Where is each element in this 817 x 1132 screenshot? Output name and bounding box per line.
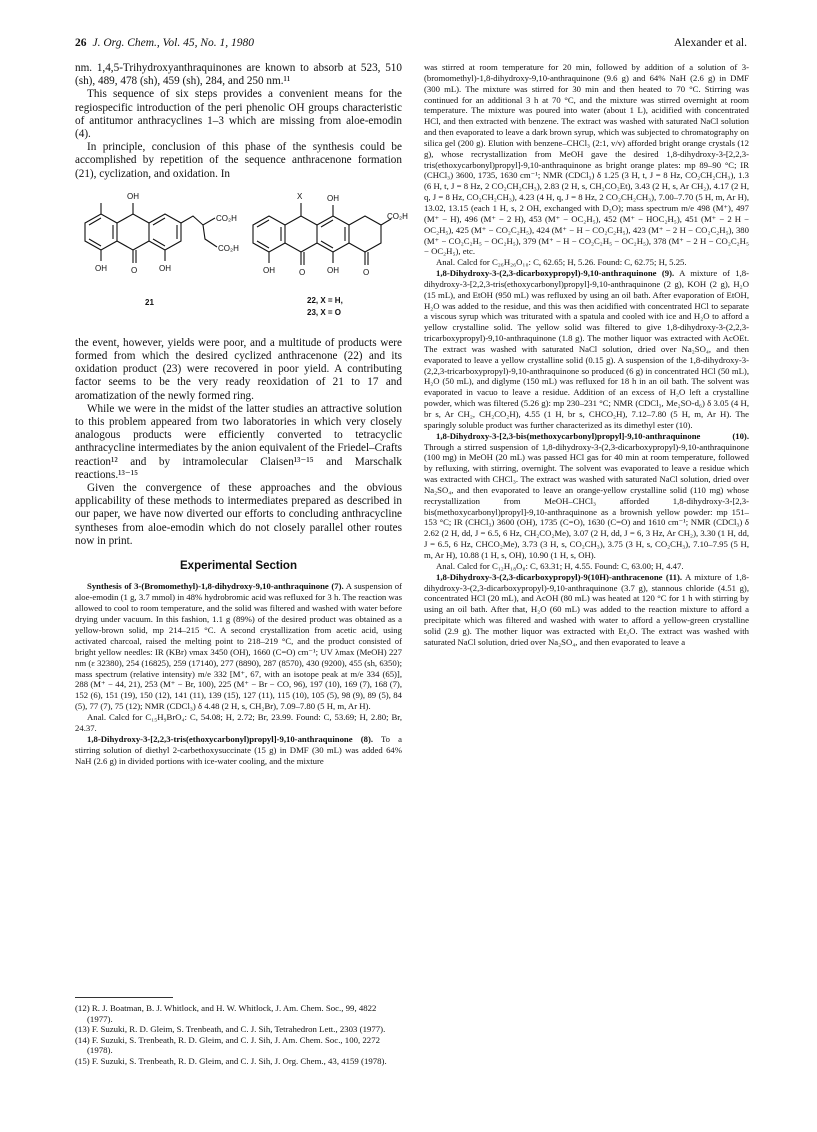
procedure-heading: 1,8-Dihydroxy-3-(2,3-dicarboxypropyl)-9(10H)-anthracenone (11).	[436, 571, 683, 582]
label-oh: OH	[263, 265, 275, 275]
structure-figure	[75, 185, 408, 331]
compound-number-23: 23, X = O	[307, 307, 342, 317]
right-column	[424, 62, 749, 648]
paragraph: Given the convergence of these approaches and the obvious applicability of these methods to intermediates prepared as described in our paper, we have now diverted our efforts to concluding anthracycline syntheses from aloe-emodin which do not closely parallel other routes now in print.	[75, 482, 402, 547]
label-o: O	[131, 265, 138, 275]
page-number: 26	[75, 37, 87, 49]
label-co2h: CO₂H	[218, 243, 239, 253]
compound-number-22: 22, X = H,	[307, 295, 343, 305]
procedure-text: A mixture of 1,8-dihydroxy-3-(2,3-dicarboxypropyl)-9,10-anthraquinone (3.7 g), stannous chloride (4.51 g), concentrated HCl (20 mL), and AcOH (80 mL) was heated at 120 °C for 1 h with stirring by using an oil bath. After that, H₂O (60 mL) was added to the reaction mixture to afford a precipitate which was filtered and washed with water to afford a yellow-green crystalline solid (2.9 g). The mother liquor was extracted with Et₂O. The extract was washed with saturated NaCl solution, dried over Na₂SO₄, and then evaporated to leave a	[424, 571, 749, 647]
label-oh: OH	[159, 263, 171, 273]
analysis-text: Anal. Calcd for C₁₅H₉BrO₄: C, 54.08; H, 2.72; Br, 23.99. Found: C, 53.69; H, 2.80; Br, 24.37.	[75, 712, 402, 734]
footnote: (13) F. Suzuki, R. D. Gleim, S. Trenbeath, and C. J. Sih, Tetrahedron Lett., 2303 (1977).	[75, 1024, 386, 1035]
left-column	[75, 62, 408, 767]
label-o: O	[299, 267, 306, 277]
footnote: (15) F. Suzuki, S. Trenbeath, R. D. Gleim, and C. J. Sih, J. Org. Chem., 43, 4159 (1978).	[75, 1055, 387, 1066]
label-co2h: CO₂H	[387, 211, 408, 221]
label-oh: OH	[327, 193, 339, 203]
header-authors: Alexander et al.	[673, 37, 747, 49]
footnotes	[75, 997, 402, 1067]
ring-21-a	[85, 214, 117, 250]
label-oh: OH	[127, 191, 139, 201]
analysis-text: Anal. Calcd for C₁₂H₁₈O₈: C, 63.31; H, 4.55. Found: C, 63.00; H, 4.47.	[436, 560, 684, 571]
procedure-heading: Synthesis of 3-(Bromomethyl)-1,8-dihydroxy-9,10-anthraquinone (7).	[87, 581, 344, 592]
ring-21-c	[149, 214, 181, 250]
procedure-text: A suspension of aloe-emodin (1 g, 3.7 mmol) in 48% hydrobromic acid was refluxed for 3 h. The reaction was allowed to cool to room temperature, and the solid was filtered and washed with water before drying under vacuum. In this fashion, 1.1 g (89%) of the desired product was obtained as a yellow-brown solid, mp 214–215 °C. A second crystallization from acetic acid, using activated charcoal, raised the melting point to 218–219 °C, and the product consisted of bright yellow needles: IR (KBr) νmax 3450 (OH), 1660 (C=O) cm⁻¹; UV λmax (MeOH) 227 nm (ε 32380), 254 (16825), 259 (17140), 277 (8890), 287 (8570), 430 (9200), 455 (sh, 6350); mass spectrum (relative intensity) m/e 332 [M⁺, 67, with an isotope peak at m/e 334 (65)], 288 (M⁺ − 44, 21), 253 (M⁺ − Br, 100), 225 (M⁺ − Br − CO, 96), 197 (10), 169 (7), 168 (7), 152 (6), 151 (19), 150 (12), 141 (11), 139 (15), 127 (11), 115 (10), 105 (5), 98 (9), 89 (5), 84 (5), 77 (7), 75 (12); NMR (CDCl₃) δ 4.48 (2 H, s, CH₂Br), 7.09–7.80 (5 H, m, Ar H).	[75, 581, 402, 712]
footnote-rule	[75, 997, 173, 998]
procedure-text: A mixture of 1,8-dihydroxy-3-[2,2,3-tris(ethoxycarbonyl)propyl]-9,10-anthraquinone (2 g), KOH (2 g), H₂O (15 mL), and EtOH (950 mL) was refluxed by using an oil bath. After evaporation of EtOH, H₂O was added to the residue, and this was then acidified with concentrated HCl to separate a viscous syrup which was triturated with a spatula and cooled with ice and H₂O to afford a yellow crystalline solid. The yellow solid was filtered to give 1,8-dihydroxy-3-(2,2,3-tricarboxypropyl)-9,10-anthraquinone (1.8 g). The mother liquor was extracted with AcOEt. The extract was washed with saturated NaCl solution, dried over Na₂SO₄, and then evaporated to leave a yellow crystalline solid (0.15 g). A suspension of the 1,8-dihydroxy-3-(2,2,3-tricarboxypropyl)-9,10-anthraquinone so produced (6 g) in concentrated HCl (50 mL), H₂O (50 mL), and diglyme (150 mL) was refluxed for 18 h in an oil bath. The solvent was evaporated in vacuo to leave a residue. Addition of an excess of H₂O left a crystalline powder, which was filtered (5.26 g): mp 230–231 °C; NMR (CDCl₃, Me₂SO-d₆) δ 3.05 (4 H, br s, Ar CH₂, CH₂CO₂H), 4.55 (1 H, br s, CHCO₂H), 7.12–7.80 (5 H, m, Ar H). The sparingly soluble product was further characterized as its dimethyl ester (10).	[424, 268, 749, 430]
paragraph: This sequence of six steps provides a convenient means for the regiospecific introduction of the peri phenolic OH groups characteristic of antitumor anthracyclines 1–3 which are missing from aloe-emodin (4).	[75, 88, 402, 141]
experimental-left	[75, 581, 402, 766]
procedure-heading: 1,8-Dihydroxy-3-(2,3-dicarboxypropyl)-9,10-anthraquinone (9).	[436, 268, 675, 279]
label-co2h: CO₂H	[216, 213, 237, 223]
section-heading: Experimental Section	[180, 560, 297, 573]
label-x: X	[297, 191, 303, 201]
analysis-text: Anal. Calcd for C₂₆H₂₆O₁₀: C, 62.65; H, 5.26. Found: C, 62.75; H, 5.25.	[436, 257, 687, 268]
procedure-heading: 1,8-Dihydroxy-3-[2,2,3-tris(ethoxycarbonyl)propyl]-9,10-anthraquinone (8).	[87, 733, 374, 744]
journal-citation: J. Org. Chem., Vol. 45, No. 1, 1980	[92, 37, 255, 49]
chemical-structures-svg	[75, 185, 408, 331]
paragraph: the event, however, yields were poor, and a multitude of products were formed from which the desired cyclized anthracenone (22) and its oxidation product (23) were recovered in poor yield. A contributing factor seems to be the very ready reoxidation of 21 to 17 and aromatization of the newly formed ring.	[75, 336, 402, 402]
label-oh: OH	[327, 265, 339, 275]
footnote: (14) F. Suzuki, S. Trenbeath, R. D. Gleim, and C. J. Sih, J. Am. Chem. Soc., 100, 2272 (1978).	[75, 1034, 380, 1056]
ring-21-b	[117, 214, 149, 250]
label-oh: OH	[95, 263, 107, 273]
procedure-heading: 1,8-Dihydroxy-3-[2,3-bis(methoxycarbonyl)propyl]-9,10-anthraquinone (10).	[436, 430, 749, 441]
paragraph: In principle, conclusion of this phase of the synthesis could be accomplished by repetition of the sequence anthracenone formation (21), cyclization, and oxidation. In	[75, 141, 402, 180]
procedure-text: To a stirring solution of diethyl 2-carbethoxysuccinate (15 g) in DMF (30 mL) was added 64% NaH (2.6 g) in divided portions with ice-water cooling, and the mixture	[75, 733, 402, 766]
header-left	[75, 37, 254, 49]
footnote: (12) R. J. Boatman, B. J. Whitlock, and H. W. Whitlock, J. Am. Chem. Soc., 99, 4822 (1977).	[75, 1003, 377, 1024]
running-header	[75, 37, 747, 53]
paragraph: While we were in the midst of the latter studies an attractive solution to this problem appeared from two laboratories in which very closely analogous products were efficiently converted to tetracyclic anthracycline intermediates by the anion equivalent of the Friedel–Crafts reaction¹² and by intramolecular Claisen¹³⁻¹⁵ and Marschalk reactions.¹³⁻¹⁵	[75, 402, 402, 481]
label-o: O	[363, 267, 370, 277]
procedure-text: was stirred at room temperature for 20 min, followed by addition of a solution of 3-(bromomethyl)-1,8-dihydroxy-9,10-anthraquinone (9.6 g) and 64% NaH (2.6 g) in DMF (300 mL). The mixture was stirred for 30 min and then heated to 70 °C. Stirring was continued for an additional 3 h at 70 °C, and the mixture was stirred overnight at room temperature. The mixture was poured into water (about 1 L), acidified with concentrated HCl, and then extracted with benzene. The extract was washed with saturated NaCl solution and then evaporated to leave a dark brown syrup, which was subjected to chromatography on silica gel (200 g). Elution with benzene–CHCl₃ (2:1, v/v) afforded bright orange crystals (12 g), whose recrystallization from MeOH gave the desired 1,8-dihydroxy-3-[2,2,3-tris(ethoxycarbonyl)propyl]-9,10-anthraquinone as bright orange plates: mp 89–90 °C; IR (CHCl₃) 3600, 1735, 1630 cm⁻¹; NMR (CDCl₃) δ 1.25 (3 H, t, J = 8 Hz, CO₂CH₂CH₃), 1.3 (6 H, t, J = 8 Hz, 2 CO₂CH₂CH₃), 2.83 (2 H, s, CH₂CO₂Et), 3.43 (2 H, s, Ar CH₂), 4.17 (2 H, q, J = 8 Hz, CO₂CH₂CH₃), 4.23 (4 H, q, J = 8 Hz, 2 CO₂CH₂CH₃), 7.00–7.70 (5 H, m, Ar H), 13.02, 13.15 (each 1 H, s, 2 OH, exchanged with D₂O); mass spectrum m/e 498 (M⁺), 497 (M⁺ − H), 496 (M⁺ − 2 H), 453 (M⁺ − OC₂H₅), 452 (M⁺ − HOC₂H₅), 451 (M⁺ − 2 H − OC₂H₅), 425 (M⁺ − CO₂C₂H₅), 424 (M⁺ − H − CO₂C₂H₅), 423 (M⁺ − 2 H − CO₂C₂H₅), 380 (M⁺ − CO₂C₂H₅ − OC₂H₅), 379 (M⁺ − H − CO₂C₂H₅ − OC₂H₅), 378 (M⁺ − 2 H − CO₂C₂H₅ − OC₂H₅), etc.	[424, 62, 749, 257]
paragraph: nm. 1,4,5-Trihydroxyanthraquinones are known to absorb at 523, 510 (sh), 489, 478 (sh), 459 (sh), 284, and 250 nm.¹¹	[75, 62, 402, 88]
procedure-text: Through a stirred suspension of 1,8-dihydroxy-3-(2,3-dicarboxypropyl)-9,10-anthraquinone (100 mg) in MeOH (20 mL) was passed HCl gas for 40 min at room temperature, followed by refluxing, with stirring, overnight. The solvent was evaporated to leave a residue which was extracted with CHCl₃. The extract was washed with saturated NaCl solution, dried over Na₂SO₄, and then evaporated to leave an orange-yellow crystalline solid (110 mg) whose recrystallization from MeOH–CHCl₃ afforded 1,8-dihydroxy-3-[2,3-bis(methoxycarbonyl)propyl]-9,10-anthraquinone as a brownish yellow powder: mp 151–153 °C; IR (CHCl₃) 3600 (OH), 1735 (C=O), 1630 (C=O) and 1610 cm⁻¹; NMR (CDCl₃) δ 2.62 (2 H, dd, J = 6.5, 6 Hz, CH₂CO₂Me), 3.07 (2 H, dd, J = 6, 3 Hz, Ar CH₂), 3.30 (1 H, dd, J = 6.5, 6 Hz, CHCO₂Me), 3.73 (3 H, s, CO₂CH₃), 3.75 (3 H, s, CO₂CH₃), 7.10–7.95 (5 H, m, Ar H), 10.88 (1 H, s, OH), 10.90 (1 H, s, OH).	[424, 441, 749, 560]
compound-number-21: 21	[145, 297, 154, 307]
